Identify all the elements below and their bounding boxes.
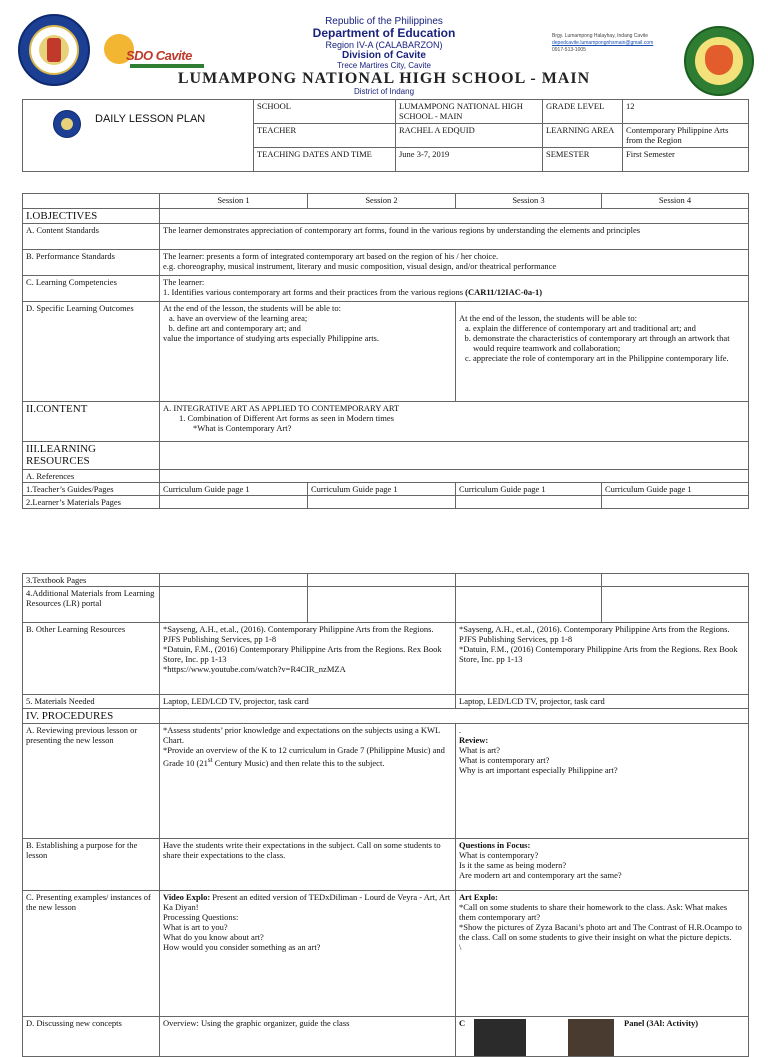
learning-competencies-label: C. Learning Competencies	[23, 276, 160, 302]
semester-value: First Semester	[623, 148, 749, 172]
content-line: 1. Combination of Different Art forms as seen in Modern times	[179, 413, 394, 423]
content-standards-text: The learner demonstrates appreciation of contemporary art forms, found in the various regions by understanding the elements and principles	[160, 224, 749, 250]
textbook-label: 3.Textbook Pages	[23, 574, 160, 587]
lesson-plan-table	[22, 193, 749, 509]
discussing-text-b: Panel (3Al: Activity)	[624, 1018, 699, 1028]
performance-text-line: The learner: presents a form of integrated contemporary art based on the region of his / her choice.	[163, 251, 499, 261]
other-resources-s12	[160, 623, 456, 695]
grade-value: 12	[623, 100, 749, 124]
reference-item: *Datuin, F.M., (2016) Contemporary Philippine Arts from the Regions. Rex Book Store, Inc. pp 1-13	[163, 644, 442, 664]
contact-email[interactable]: depedcavite.lumampongnhsmain@gmail.com	[552, 40, 654, 46]
other-resources-label: B. Other Learning Resources	[23, 623, 160, 695]
outcome-item: a. explain the difference of contemporary art and traditional art; and	[473, 323, 745, 333]
procedure-line: What is contemporary?	[459, 850, 539, 860]
procedure-line: \	[459, 942, 462, 952]
learner-materials-label: 2.Learner’s Materials Pages	[23, 496, 160, 509]
objectives-heading: I.OBJECTIVES	[23, 209, 160, 224]
reviewing-lesson-label: A. Reviewing previous lesson or presenting the new lesson	[23, 724, 160, 839]
division-line: Division of Cavite	[342, 50, 426, 61]
procedure-line: How would you consider something as an art?	[163, 942, 321, 952]
reference-item: *Sayseng, A.H., et.al., (2016). Contemporary Philippine Arts from the Regions. PJFS Publishing Services, pp 1-8	[459, 624, 730, 644]
outcome-item: b. define art and contemporary art; and	[177, 323, 452, 333]
specific-outcomes-label: D. Specific Learning Outcomes	[23, 302, 160, 402]
procedure-line: What is art to you?	[163, 922, 228, 932]
school-label: SCHOOL	[254, 100, 396, 124]
procedure-line: .	[459, 725, 462, 735]
procedure-line: *Show the pictures of Zyza Bacani’s photo art and The Contrast of H.R.Ocampo to the class. Call on some students to give their insight on what the picture depicts.	[459, 922, 742, 942]
outcomes-list	[459, 323, 745, 363]
materials-s12: Laptop, LED/LCD TV, projector, task card	[160, 695, 456, 709]
lesson-plan-table-continued	[22, 573, 749, 1057]
area-label: LEARNING AREA	[543, 124, 623, 148]
procedure-line: Is it the same as being modern?	[459, 860, 567, 870]
republic-line: Republic of the Philippines	[325, 16, 443, 27]
teacher-guides-label: 1.Teacher’s Guides/Pages	[23, 483, 160, 496]
school-contact	[552, 33, 682, 54]
sdo-cavite-logo	[100, 34, 210, 68]
establishing-purpose-label: B. Establishing a purpose for the lesson	[23, 839, 160, 891]
content-line: A. INTEGRATIVE ART AS APPLIED TO CONTEMPORARY ART	[163, 403, 400, 413]
outcome-item: value the importance of studying arts especially Philippine arts.	[163, 333, 379, 343]
performance-text-line: e.g. choreography, musical instrument, literary and music composition, visual design, and/or theatrical performance	[163, 261, 557, 271]
procedure-line: Are modern art and contemporary art the same?	[459, 870, 622, 880]
area-value: Contemporary Philippine Arts from the Region	[623, 124, 749, 148]
guide-page-cell: Curriculum Guide page 1	[602, 483, 749, 496]
city-line: Trece Martires City, Cavite	[337, 61, 431, 70]
grade-label: GRADE LEVEL	[543, 100, 623, 124]
discussing-text-a: C	[459, 1018, 466, 1028]
discussing-concepts-label: D. Discussing new concepts	[23, 1017, 160, 1057]
procedure-line: What is contemporary art?	[459, 755, 550, 765]
references-label: A. References	[23, 470, 160, 483]
department-line: Department of Education	[312, 26, 456, 40]
procedure-line: What is art?	[459, 745, 501, 755]
procedure-line	[163, 892, 452, 912]
contemporary-art-photo	[568, 1019, 614, 1057]
procedure-text: *Provide an overview of the K to 12 curriculum in Grade 7 (Philippine Music) and Grade 10 (21	[163, 745, 445, 768]
guide-page-cell: Curriculum Guide page 1	[456, 483, 602, 496]
deped-letterhead	[250, 16, 518, 70]
dlp-title-cell	[23, 100, 254, 172]
guide-page-cell: Curriculum Guide page 1	[160, 483, 308, 496]
content-text	[160, 402, 749, 442]
procedure-line	[163, 745, 452, 768]
video-explo-title: Video Explo:	[163, 892, 211, 902]
outcomes-intro: At the end of the lesson, the students will be able to:	[163, 303, 341, 313]
procedures-heading: IV. PROCEDURES	[23, 709, 160, 724]
procedure-line: Why is art important especially Philippine art?	[459, 765, 618, 775]
outcome-item: a. have an overview of the learning area;	[177, 313, 452, 323]
presenting-examples-s34	[456, 891, 749, 1017]
deped-seal-icon	[53, 110, 81, 138]
outcomes-intro: At the end of the lesson, the students will be able to:	[459, 313, 637, 323]
district-label: District of Indang	[353, 87, 415, 96]
procedure-text: Present an edited version of TEDxDiliman - Lourd de Veyra - Art, Art Ka Diyan!	[163, 892, 451, 912]
establishing-purpose-s12: Have the students write their expectations in the subject. Call on some students to share their expectations to the class.	[160, 839, 456, 891]
content-standards-label: A. Content Standards	[23, 224, 160, 250]
specific-outcomes-s12	[160, 302, 456, 402]
outcome-item: c. appreciate the role of contemporary art in the Philippine contemporary life.	[473, 353, 745, 363]
materials-s34: Laptop, LED/LCD TV, projector, task card	[456, 695, 749, 709]
teacher-label: TEACHER	[254, 124, 396, 148]
session-header: Session 1	[160, 194, 308, 209]
content-heading: II.CONTENT	[23, 402, 160, 442]
outcome-item: b. demonstrate the characteristics of contemporary art through an artwork that would require teamwork and collaboration;	[473, 333, 745, 353]
session-header: Session 4	[602, 194, 749, 209]
learning-competencies-text	[160, 276, 749, 302]
resources-heading: III.LEARNING RESOURCES	[23, 442, 160, 470]
contact-address: Brgy. Lumampong Halayhay, Indang Cavite	[552, 33, 648, 39]
guide-page-cell: Curriculum Guide page 1	[308, 483, 456, 496]
specific-outcomes-s34	[456, 302, 749, 402]
competency-code: (CAR11/12IAC-0a-1)	[465, 287, 543, 297]
contact-phone: 0917-513-1005	[552, 47, 586, 53]
competency-line: The learner:	[163, 277, 205, 287]
questions-focus-title: Questions in Focus:	[459, 840, 531, 850]
session-header: Session 2	[308, 194, 456, 209]
teacher-value: RACHEL A EDQUID	[396, 124, 543, 148]
semester-label: SEMESTER	[543, 148, 623, 172]
art-explo-title: Art Explo:	[459, 892, 498, 902]
outcomes-list	[163, 313, 452, 333]
review-title: Review:	[459, 735, 489, 745]
session-header: Session 3	[456, 194, 602, 209]
presenting-examples-label: C. Presenting examples/ instances of the new lesson	[23, 891, 160, 1017]
dates-value: June 3-7, 2019	[396, 148, 543, 172]
reviewing-lesson-s34	[456, 724, 749, 839]
procedure-text: Century Music) and then relate this to the subject.	[212, 757, 385, 768]
procedure-line: Processing Questions:	[163, 912, 239, 922]
procedure-line: *Call on some students to share their homework to the class. Ask: What makes them contemporary art?	[459, 902, 728, 922]
lesson-info-table	[22, 99, 749, 172]
additional-materials-label: 4.Additional Materials from Learning Resources (LR) portal	[23, 587, 160, 623]
dates-label: TEACHING DATES AND TIME	[254, 148, 396, 172]
discussing-concepts-s12: Overview: Using the graphic organizer, guide the class	[160, 1017, 456, 1057]
school-title: LUMAMPONG NATIONAL HIGH SCHOOL - MAIN	[177, 70, 591, 87]
presenting-examples-s12	[160, 891, 456, 1017]
materials-label: 5. Materials Needed	[23, 695, 160, 709]
other-resources-s34	[456, 623, 749, 695]
performance-standards-text	[160, 250, 749, 276]
school-value: LUMAMPONG NATIONAL HIGH SCHOOL - MAIN	[396, 100, 543, 124]
reference-item: *Sayseng, A.H., et.al., (2016). Contemporary Philippine Arts from the Regions. PJFS Publishing Services, pp 1-8	[163, 624, 434, 644]
reference-item: *Datuin, F.M., (2016) Contemporary Philippine Arts from the Regions. Rex Book Store, Inc. pp 1-13	[459, 644, 738, 664]
competency-text: 1. Identifies various contemporary art forms and their practices from the various regions	[163, 287, 463, 297]
procedure-line: What do you know about art?	[163, 932, 264, 942]
content-line: *What is Contemporary Art?	[193, 423, 292, 433]
discussing-concepts-s34	[456, 1017, 749, 1057]
reviewing-lesson-s12	[160, 724, 456, 839]
reference-link[interactable]: *https://www.youtube.com/watch?v=R4CIR_nzMZA	[163, 664, 346, 674]
performance-standards-label: B. Performance Standards	[23, 250, 160, 276]
sdo-logo-text: SDO Cavite	[126, 48, 192, 63]
region-line: Region IV-A (CALABARZON)	[325, 40, 443, 50]
procedure-line: *Assess students’ prior knowledge and expectations on the subjects using a KWL Chart.	[163, 725, 440, 745]
contemporary-art-photo	[474, 1019, 526, 1057]
competency-line	[163, 287, 745, 297]
establishing-purpose-s34	[456, 839, 749, 891]
dlp-label: DAILY LESSON PLAN	[95, 113, 206, 125]
ordinal-superscript: st	[207, 756, 213, 764]
